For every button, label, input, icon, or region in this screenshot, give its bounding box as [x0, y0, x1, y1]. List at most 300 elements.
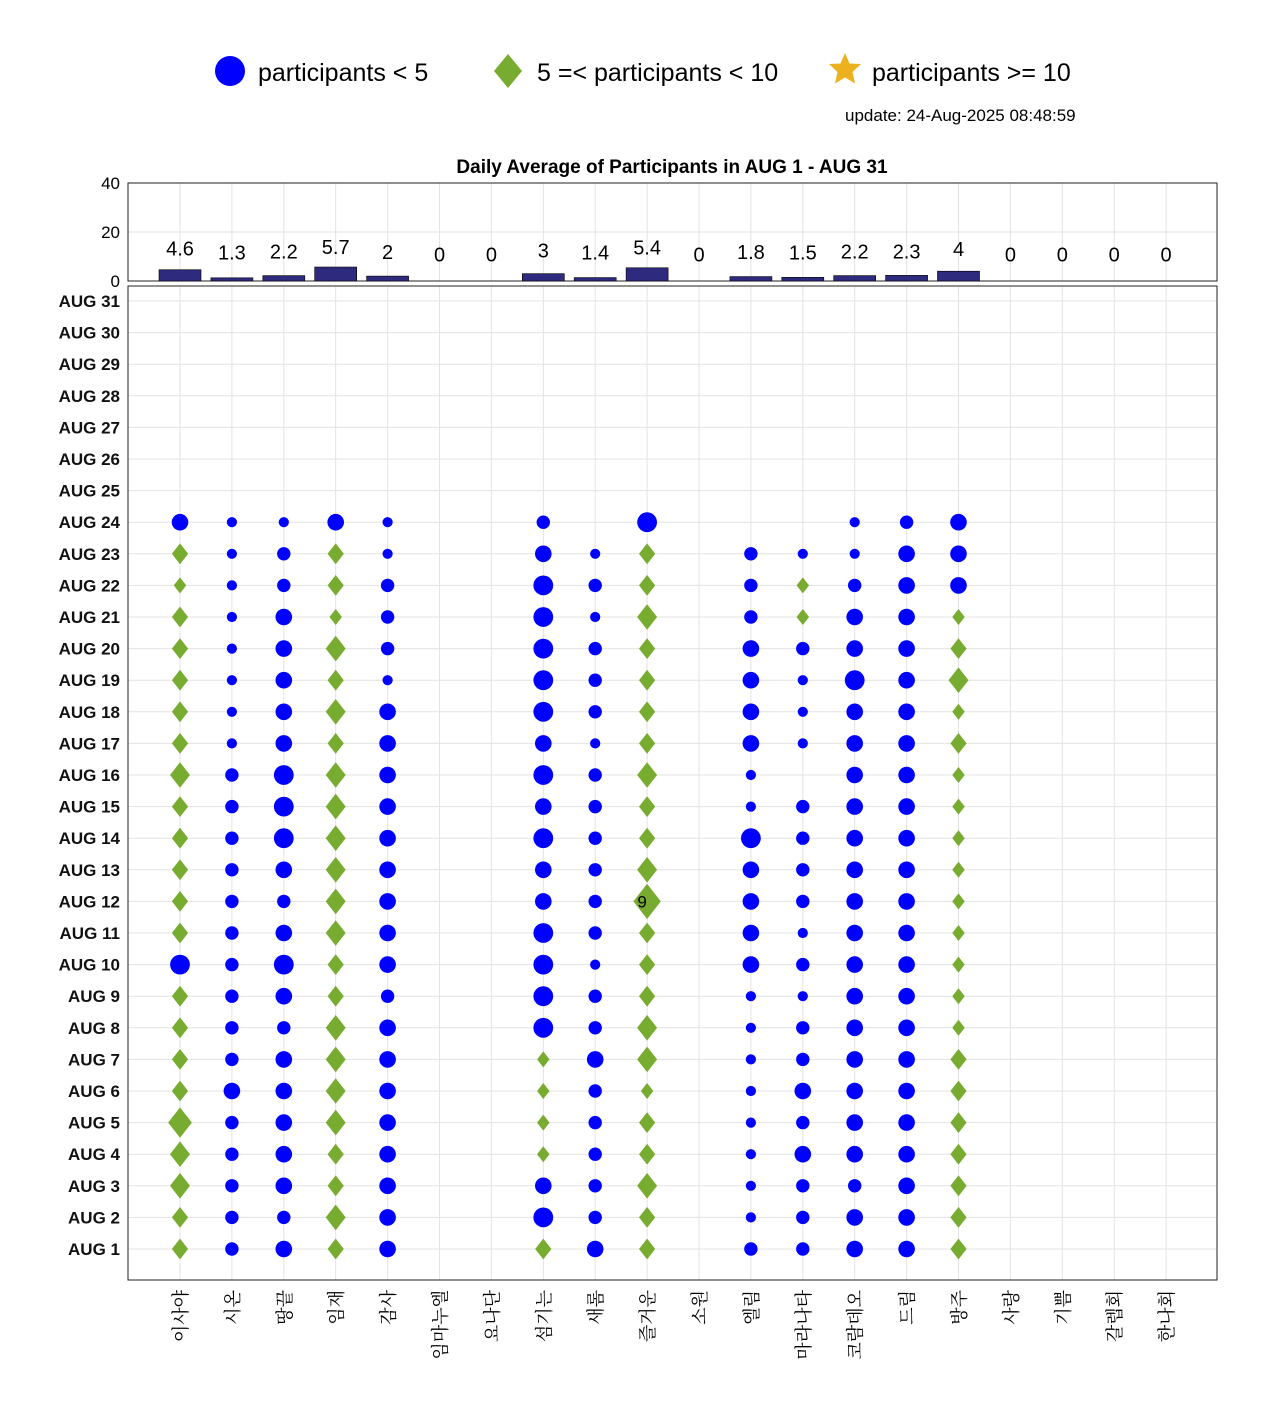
participant-circle-marker — [846, 862, 863, 879]
participant-diamond-marker — [637, 762, 657, 788]
participant-diamond-marker — [326, 1078, 346, 1104]
participant-circle-marker — [898, 1020, 915, 1037]
participant-circle-marker — [227, 675, 237, 685]
participant-circle-marker — [898, 893, 915, 910]
participant-circle-marker — [746, 1181, 756, 1191]
average-bar-label: 0 — [1004, 244, 1016, 267]
average-bar-label: 1.4 — [581, 242, 610, 265]
participant-diamond-marker — [950, 1049, 966, 1070]
participant-diamond-marker — [537, 1051, 549, 1067]
participant-circle-marker — [898, 1209, 915, 1226]
participant-circle-marker — [225, 895, 238, 908]
participant-circle-marker — [276, 1146, 293, 1163]
average-bar — [626, 268, 668, 281]
participant-circle-marker — [846, 767, 863, 784]
participant-diamond-marker — [952, 957, 964, 973]
category-label: 기쁨 — [1053, 1290, 1074, 1325]
average-bar-label: 0 — [433, 244, 446, 267]
participant-circle-marker — [950, 577, 967, 594]
participant-circle-marker — [533, 1208, 553, 1228]
participant-circle-marker — [277, 1211, 290, 1224]
participant-circle-marker — [590, 960, 600, 970]
participant-circle-marker — [746, 1212, 756, 1222]
participant-circle-marker — [276, 704, 293, 721]
participant-diamond-marker — [326, 1047, 346, 1073]
participant-diamond-marker — [950, 1207, 966, 1228]
participant-circle-marker — [796, 1211, 809, 1224]
participant-circle-marker — [746, 1118, 756, 1128]
participant-circle-marker — [846, 798, 863, 815]
average-bar-label: 2.2 — [840, 241, 869, 264]
participant-circle-marker — [898, 830, 915, 847]
day-label: AUG 23 — [58, 544, 120, 564]
participant-circle-marker — [796, 958, 809, 971]
participant-circle-marker — [746, 1149, 756, 1159]
participant-diamond-marker — [326, 1015, 346, 1041]
participant-circle-marker — [898, 1083, 915, 1100]
participant-circle-marker — [276, 640, 293, 657]
participant-circle-marker — [276, 1114, 293, 1131]
participant-circle-marker — [379, 767, 396, 784]
participant-circle-marker — [533, 955, 553, 975]
participant-diamond-marker — [950, 1175, 966, 1196]
participant-diamond-marker — [170, 762, 190, 788]
participant-diamond-marker — [797, 609, 809, 625]
participant-diamond-marker — [952, 767, 964, 783]
average-bar-label: 3 — [537, 240, 549, 263]
participant-circle-marker — [589, 863, 602, 876]
participant-circle-marker — [589, 1021, 602, 1034]
participant-circle-marker — [746, 1023, 756, 1033]
day-label: AUG 19 — [58, 671, 120, 691]
participant-circle-marker — [535, 735, 552, 752]
participant-circle-marker — [533, 639, 553, 659]
participant-circle-marker — [225, 1053, 238, 1066]
participant-circle-marker — [537, 516, 550, 529]
participant-circle-marker — [225, 800, 238, 813]
participant-circle-marker — [898, 704, 915, 721]
participant-circle-marker — [898, 1051, 915, 1068]
participant-circle-marker — [848, 1179, 861, 1192]
day-label: AUG 24 — [58, 513, 120, 533]
participant-diamond-marker — [172, 986, 188, 1007]
participant-diamond-marker — [639, 1239, 655, 1260]
participant-circle-marker — [277, 547, 290, 560]
participant-circle-marker — [743, 640, 760, 657]
participant-circle-marker — [590, 612, 600, 622]
participant-circle-marker — [846, 609, 863, 626]
legend-label-low: participants < 5 — [258, 59, 429, 87]
participant-circle-marker — [172, 514, 189, 531]
participant-circle-marker — [276, 672, 293, 689]
participant-circle-marker — [846, 1051, 863, 1068]
participant-diamond-marker — [639, 575, 655, 596]
participant-circle-marker — [743, 672, 760, 689]
participant-circle-marker — [744, 547, 757, 560]
average-bar-label: 2.3 — [892, 241, 921, 264]
participant-circle-marker — [845, 670, 865, 690]
participant-circle-marker — [796, 1053, 809, 1066]
participant-circle-marker — [533, 607, 553, 627]
participant-circle-marker — [379, 1241, 396, 1258]
average-bar — [938, 271, 980, 281]
participant-circle-marker — [227, 612, 237, 622]
participant-circle-marker — [846, 704, 863, 721]
participant-diamond-marker — [952, 830, 964, 846]
bar-ytick-label: 40 — [101, 174, 120, 193]
category-label: 요나단 — [482, 1290, 503, 1343]
participant-diamond-marker — [328, 954, 344, 975]
participant-circle-marker — [535, 1178, 552, 1195]
participant-circle-marker — [589, 800, 602, 813]
average-bar-label: 0 — [693, 244, 705, 267]
average-bar-label: 4.6 — [166, 238, 194, 261]
day-label: AUG 5 — [68, 1113, 120, 1133]
participant-circle-marker — [898, 1178, 915, 1195]
participant-diamond-marker — [950, 638, 966, 659]
participant-diamond-marker — [326, 889, 346, 915]
participant-circle-marker — [225, 1116, 238, 1129]
participant-diamond-marker — [952, 893, 964, 909]
participant-circle-marker — [381, 990, 394, 1003]
participant-diamond-marker — [637, 1173, 657, 1199]
category-label: 마라나타 — [793, 1290, 814, 1360]
day-label: AUG 25 — [58, 481, 120, 501]
participant-circle-marker — [274, 765, 294, 785]
participant-circle-marker — [746, 1086, 756, 1096]
participant-diamond-marker — [172, 1207, 188, 1228]
participant-circle-marker — [589, 1116, 602, 1129]
participant-diamond-marker — [797, 577, 809, 593]
participant-circle-marker — [898, 672, 915, 689]
participant-circle-marker — [898, 1146, 915, 1163]
average-bar — [730, 277, 772, 281]
participant-diamond-marker — [172, 923, 188, 944]
day-label: AUG 6 — [68, 1082, 120, 1101]
participant-diamond-marker — [535, 1239, 551, 1260]
participant-circle-marker — [225, 1211, 238, 1224]
day-label: AUG 8 — [68, 1018, 120, 1038]
participant-circle-marker — [227, 549, 237, 559]
average-bar-label: 0 — [1056, 244, 1068, 267]
participant-circle-marker — [846, 1146, 863, 1163]
participant-diamond-marker — [949, 667, 969, 693]
participant-diamond-marker — [537, 1083, 549, 1099]
participant-diamond-marker — [952, 1020, 964, 1036]
day-label: AUG 13 — [58, 860, 120, 880]
average-bar — [834, 276, 876, 281]
participant-diamond-marker — [639, 796, 655, 817]
participant-circle-marker — [589, 926, 602, 939]
participant-diamond-marker — [639, 638, 655, 659]
average-bar — [886, 275, 928, 281]
participant-diamond-marker — [172, 1081, 188, 1102]
day-label: AUG 12 — [58, 892, 120, 912]
participant-diamond-marker — [329, 609, 341, 625]
participant-diamond-marker — [172, 733, 188, 754]
participant-circle-marker — [898, 546, 915, 563]
participant-circle-marker — [533, 923, 553, 943]
participant-circle-marker — [743, 862, 760, 879]
participant-circle-marker — [379, 830, 396, 847]
participant-circle-marker — [746, 770, 756, 780]
participant-circle-marker — [589, 1179, 602, 1192]
day-label: AUG 20 — [58, 639, 120, 659]
participant-circle-marker — [846, 1241, 863, 1258]
participant-circle-marker — [225, 990, 238, 1003]
participant-circle-marker — [379, 862, 396, 879]
legend-label-mid: 5 =< participants < 10 — [537, 59, 779, 87]
average-bar — [263, 276, 305, 281]
participant-diamond-marker — [326, 794, 346, 820]
participant-circle-marker — [589, 579, 602, 592]
chart-title: Daily Average of Participants in AUG 1 - AUG 31 — [456, 157, 888, 178]
participant-diamond-marker — [637, 1015, 657, 1041]
participant-circle-marker — [225, 1242, 238, 1255]
participant-circle-marker — [746, 802, 756, 812]
participant-circle-marker — [170, 955, 190, 975]
participant-circle-marker — [533, 828, 553, 848]
category-label: 드림 — [897, 1290, 918, 1325]
day-label: AUG 7 — [68, 1050, 120, 1070]
participant-circle-marker — [276, 862, 293, 879]
category-label: 새롬 — [586, 1290, 607, 1325]
participant-circle-marker — [225, 958, 238, 971]
participant-circle-marker — [846, 735, 863, 752]
category-label: 시온 — [222, 1290, 243, 1325]
participant-circle-marker — [950, 514, 967, 531]
participant-circle-marker — [743, 735, 760, 752]
participant-diamond-marker — [326, 825, 346, 851]
category-label: 엘림 — [741, 1290, 762, 1325]
participant-diamond-marker — [639, 733, 655, 754]
participant-circle-marker — [590, 738, 600, 748]
participant-circle-marker — [379, 1209, 396, 1226]
participant-diamond-marker — [172, 796, 188, 817]
participant-circle-marker — [276, 988, 293, 1005]
participant-diamond-marker — [174, 577, 186, 593]
participant-circle-marker — [743, 925, 760, 942]
participant-circle-marker — [798, 991, 808, 1001]
average-bar-label: 2 — [382, 241, 394, 264]
participant-circle-marker — [379, 1178, 396, 1195]
participant-circle-marker — [589, 674, 602, 687]
participant-circle-marker — [589, 768, 602, 781]
participant-circle-marker — [846, 1209, 863, 1226]
participant-circle-marker — [846, 1020, 863, 1037]
participant-circle-marker — [796, 1242, 809, 1255]
participant-circle-marker — [798, 738, 808, 748]
participant-circle-marker — [589, 990, 602, 1003]
participant-diamond-marker — [328, 575, 344, 596]
participant-circle-marker — [589, 642, 602, 655]
participant-circle-marker — [381, 579, 394, 592]
participant-diamond-marker — [952, 799, 964, 815]
average-bar — [782, 277, 824, 281]
participant-circle-marker — [533, 670, 553, 690]
participant-diamond-marker — [637, 604, 657, 630]
participant-circle-marker — [898, 862, 915, 879]
participant-diamond-marker — [326, 762, 346, 788]
category-label: 한나회 — [1157, 1290, 1178, 1343]
participant-circle-marker — [379, 893, 396, 910]
participant-diamond-marker — [950, 733, 966, 754]
participant-diamond-marker — [326, 636, 346, 662]
grid — [128, 183, 1217, 1280]
participant-circle-marker — [277, 895, 290, 908]
participant-circle-marker — [795, 1146, 812, 1163]
day-label: AUG 1 — [68, 1240, 120, 1259]
day-label: AUG 11 — [59, 924, 120, 943]
participant-circle-marker — [744, 610, 757, 623]
participant-diamond-marker — [952, 704, 964, 720]
average-bar-label: 4 — [952, 239, 965, 262]
participant-circle-marker — [381, 642, 394, 655]
participant-circle-marker — [846, 640, 863, 657]
participant-circle-marker — [590, 549, 600, 559]
participant-diamond-marker — [326, 1110, 346, 1136]
participant-circle-marker — [225, 863, 238, 876]
participant-diamond-marker — [950, 1112, 966, 1133]
participant-circle-marker — [746, 991, 756, 1001]
participant-circle-marker — [225, 926, 238, 939]
category-label: 이사야 — [171, 1290, 191, 1343]
category-label: 임재 — [326, 1290, 347, 1325]
participant-diamond-marker — [637, 1047, 657, 1073]
average-bar — [574, 278, 616, 281]
participant-diamond-marker — [952, 609, 964, 625]
participant-circle-marker — [796, 1179, 809, 1192]
participant-circle-marker — [533, 986, 553, 1006]
participant-diamond-marker — [950, 1081, 966, 1102]
participant-circle-marker — [276, 1083, 293, 1100]
day-label: AUG 28 — [58, 386, 120, 406]
participant-circle-marker — [225, 768, 238, 781]
participant-circle-marker — [898, 640, 915, 657]
participant-diamond-marker — [172, 1049, 188, 1070]
day-label: AUG 26 — [58, 450, 120, 469]
participant-diamond-marker — [639, 1112, 655, 1133]
participant-markers — [168, 512, 968, 1259]
participant-circle-marker — [276, 735, 293, 752]
participant-circle-marker — [850, 517, 860, 527]
participant-circle-marker — [383, 675, 393, 685]
participant-circle-marker — [796, 800, 809, 813]
average-bar-label: 2.2 — [269, 241, 298, 264]
participant-diamond-marker — [328, 986, 344, 1007]
category-label: 갈렙회 — [1105, 1290, 1126, 1343]
update-timestamp: update: 24-Aug-2025 08:48:59 — [845, 106, 1076, 125]
average-bar-label: 1.3 — [217, 242, 246, 265]
participant-circle-marker — [379, 704, 396, 721]
legend-circle-marker — [215, 56, 245, 86]
participant-circle-marker — [796, 1116, 809, 1129]
average-bar — [159, 270, 201, 281]
category-label: 감사 — [378, 1290, 399, 1325]
participant-circle-marker — [589, 832, 602, 845]
legend — [215, 53, 1071, 88]
participant-circle-marker — [379, 735, 396, 752]
participant-diamond-marker — [952, 925, 964, 941]
average-bars — [159, 237, 1172, 281]
bar-ytick-label: 0 — [110, 272, 120, 291]
participant-circle-marker — [798, 675, 808, 685]
day-label: AUG 2 — [68, 1208, 120, 1228]
participant-circle-marker — [227, 580, 237, 590]
participant-circle-marker — [225, 1021, 238, 1034]
axis-labels — [59, 174, 1178, 1360]
category-label: 사랑 — [1001, 1290, 1022, 1325]
participant-circle-marker — [898, 735, 915, 752]
participant-circle-marker — [535, 862, 552, 879]
participant-circle-marker — [898, 1114, 915, 1131]
participant-circle-marker — [848, 579, 861, 592]
participant-diamond-marker — [639, 954, 655, 975]
participant-circle-marker — [274, 955, 294, 975]
annotation-label: 9 — [637, 892, 647, 912]
participant-diamond-marker — [328, 1239, 344, 1260]
day-label: AUG 15 — [58, 797, 120, 817]
participant-circle-marker — [383, 549, 393, 559]
participant-circle-marker — [850, 549, 860, 559]
participant-circle-marker — [227, 707, 237, 717]
participant-diamond-marker — [639, 543, 655, 564]
category-label: 땅끝 — [274, 1290, 295, 1325]
day-label: AUG 4 — [68, 1145, 120, 1165]
participant-circle-marker — [379, 925, 396, 942]
bar-ytick-label: 20 — [101, 223, 120, 242]
participant-circle-marker — [796, 895, 809, 908]
participant-circle-marker — [898, 577, 915, 594]
participant-circle-marker — [227, 644, 237, 654]
participant-circle-marker — [379, 1114, 396, 1131]
participant-circle-marker — [846, 1114, 863, 1131]
day-label: AUG 9 — [68, 987, 120, 1007]
average-bar-label: 0 — [485, 244, 497, 267]
average-bar — [315, 267, 357, 281]
participant-circle-marker — [277, 1021, 290, 1034]
participant-circle-marker — [327, 514, 344, 531]
participant-circle-marker — [846, 956, 863, 973]
participant-circle-marker — [379, 1146, 396, 1163]
participant-circle-marker — [796, 863, 809, 876]
participant-diamond-marker — [326, 920, 346, 946]
participant-diamond-marker — [952, 988, 964, 1004]
participant-circle-marker — [276, 1178, 293, 1195]
participant-circle-marker — [587, 1051, 604, 1068]
average-bar — [522, 274, 564, 281]
participant-diamond-marker — [328, 1175, 344, 1196]
participant-diamond-marker — [172, 701, 188, 722]
participant-diamond-marker — [641, 1083, 653, 1099]
participant-circle-marker — [846, 1083, 863, 1100]
participant-circle-marker — [898, 925, 915, 942]
participant-diamond-marker — [537, 1115, 549, 1131]
average-bar-label: 5.7 — [321, 237, 350, 259]
participant-circle-marker — [279, 517, 289, 527]
participant-circle-marker — [846, 988, 863, 1005]
participant-circle-marker — [898, 767, 915, 784]
day-label: AUG 18 — [58, 702, 120, 722]
day-label: AUG 21 — [58, 608, 120, 627]
participant-diamond-marker — [172, 670, 188, 691]
participant-circle-marker — [381, 610, 394, 623]
category-label: 코람데오 — [845, 1290, 866, 1360]
participant-circle-marker — [227, 517, 237, 527]
participant-diamond-marker — [172, 859, 188, 880]
participant-circle-marker — [379, 956, 396, 973]
participant-diamond-marker — [172, 1239, 188, 1260]
